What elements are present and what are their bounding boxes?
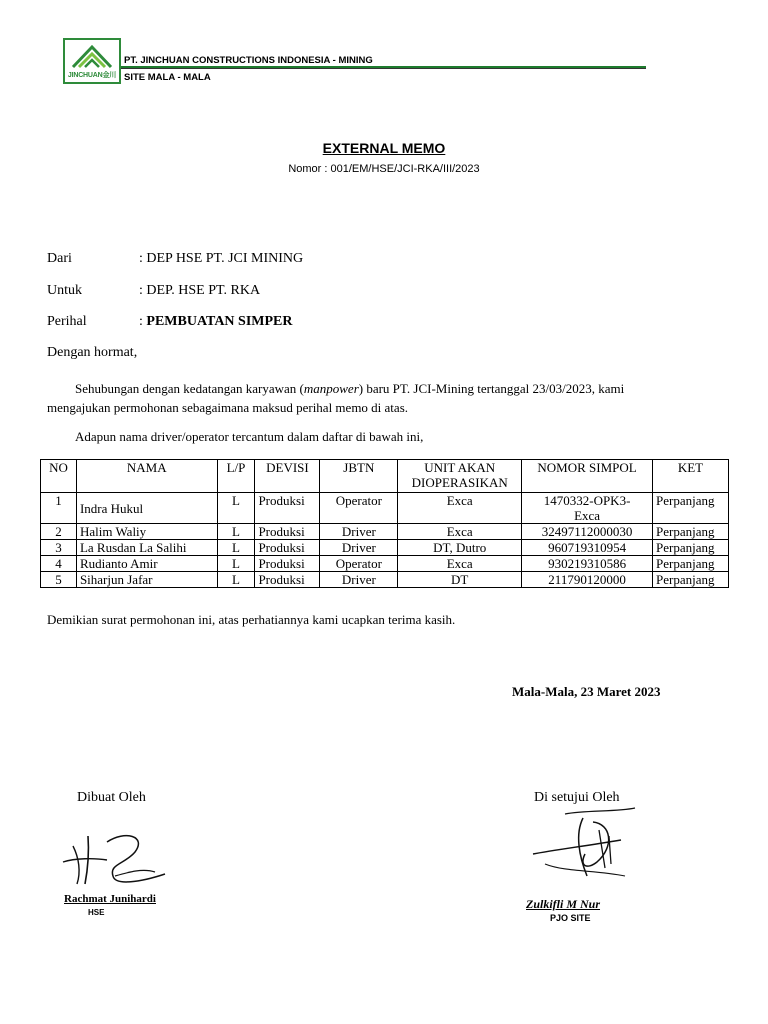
cell-simpol: 930219310586 (522, 556, 653, 572)
header-simpol: NOMOR SIMPOL (522, 460, 653, 493)
cell-lp: L (217, 540, 255, 556)
cell-nama: La Rusdan La Salihi (76, 540, 217, 556)
cell-nama: Halim Waliy (76, 524, 217, 540)
paragraph-2: Adapun nama driver/operator tercantum dalam daftar di bawah ini, (75, 429, 424, 444)
subject-colon: : (139, 314, 147, 329)
mountain-logo-icon (71, 43, 113, 69)
header-unit: UNIT AKAN DIOPERASIKAN (398, 460, 522, 493)
cell-ket: Perpanjang (652, 572, 728, 588)
logo-text: JINCHUAN金川 (67, 72, 117, 79)
cell-simpol: 211790120000 (522, 572, 653, 588)
subject-label: Perihal (47, 314, 87, 329)
place-and-date: Mala-Mala, 23 Maret 2023 (512, 684, 661, 699)
cell-nama: Siharjun Jafar (76, 572, 217, 588)
cell-ket: Perpanjang (652, 524, 728, 540)
cell-simpol: 32497112000030 (522, 524, 653, 540)
header-devisi: DEVISI (255, 460, 320, 493)
from-value: : DEP HSE PT. JCI MINING (139, 251, 304, 266)
made-by-label: Dibuat Oleh (77, 790, 146, 805)
subject-field (139, 314, 292, 330)
to-label: Untuk (47, 283, 82, 298)
cell-lp: L (217, 524, 255, 540)
cell-simpol: 1470332-OPK3-Exca (522, 493, 653, 524)
approver-signature (525, 806, 645, 896)
cell-no: 3 (41, 540, 77, 556)
cell-unit: DT, Dutro (398, 540, 522, 556)
cell-devisi: Produksi (255, 572, 320, 588)
cell-ket: Perpanjang (652, 556, 728, 572)
maker-signature (55, 828, 170, 894)
approver-title: PJO SITE (550, 913, 591, 923)
table-row (41, 540, 729, 556)
table-row (41, 524, 729, 540)
header-ket: KET (652, 460, 728, 493)
table-row (41, 572, 729, 588)
cell-jbtn: Driver (320, 572, 398, 588)
header-jbtn: JBTN (320, 460, 398, 493)
cell-devisi: Produksi (255, 540, 320, 556)
to-value: : DEP. HSE PT. RKA (139, 283, 261, 298)
header-no: NO (41, 460, 77, 493)
maker-name: Rachmat Junihardi (64, 893, 156, 905)
closing-paragraph: Demikian surat permohonan ini, atas perhatiannya kami ucapkan terima kasih. (47, 612, 456, 627)
paragraph-1-line-1: Sehubungan dengan kedatangan karyawan (manpower) baru PT. JCI-Mining tertanggal 23/03/2023, kami (75, 381, 625, 396)
cell-jbtn: Operator (320, 493, 398, 524)
memo-number: Nomor : 001/EM/HSE/JCI-RKA/III/2023 (288, 163, 480, 175)
company-logo (63, 38, 121, 84)
cell-unit: DT (398, 572, 522, 588)
letterhead-rule-shadow (121, 68, 646, 69)
site-name: SITE MALA - MALA (124, 72, 211, 83)
cell-jbtn: Driver (320, 540, 398, 556)
greeting: Dengan hormat, (47, 345, 138, 360)
subject-value: PEMBUATAN SIMPER (146, 314, 293, 329)
cell-lp: L (217, 556, 255, 572)
cell-lp: L (217, 572, 255, 588)
cell-ket: Perpanjang (652, 540, 728, 556)
maker-title: HSE (88, 908, 105, 917)
header-lp: L/P (217, 460, 255, 493)
cell-jbtn: Operator (320, 556, 398, 572)
cell-devisi: Produksi (255, 556, 320, 572)
cell-no: 5 (41, 572, 77, 588)
cell-no: 4 (41, 556, 77, 572)
cell-no: 2 (41, 524, 77, 540)
cell-simpol: 960719310954 (522, 540, 653, 556)
operator-table (40, 459, 729, 588)
cell-devisi: Produksi (255, 524, 320, 540)
table-row (41, 556, 729, 572)
company-name: PT. JINCHUAN CONSTRUCTIONS INDONESIA - MINING (124, 55, 373, 66)
table-header-row (41, 460, 729, 493)
table-row (41, 493, 729, 524)
header-nama: NAMA (76, 460, 217, 493)
cell-nama: Rudianto Amir (76, 556, 217, 572)
cell-unit: Exca (398, 493, 522, 524)
cell-lp: L (217, 493, 255, 524)
cell-unit: Exca (398, 524, 522, 540)
approved-by-label: Di setujui Oleh (534, 790, 620, 805)
approver-name: Zulkifli M Nur (526, 897, 601, 911)
cell-unit: Exca (398, 556, 522, 572)
from-label: Dari (47, 251, 72, 266)
cell-jbtn: Driver (320, 524, 398, 540)
cell-nama: Indra Hukul (76, 493, 217, 524)
manpower-term: manpower (303, 381, 359, 396)
cell-no: 1 (41, 493, 77, 524)
paragraph-1-line-2: mengajukan permohonan sebagaimana maksud perihal memo di atas. (47, 400, 408, 415)
memo-title: EXTERNAL MEMO (322, 140, 446, 156)
cell-ket: Perpanjang (652, 493, 728, 524)
cell-devisi: Produksi (255, 493, 320, 524)
